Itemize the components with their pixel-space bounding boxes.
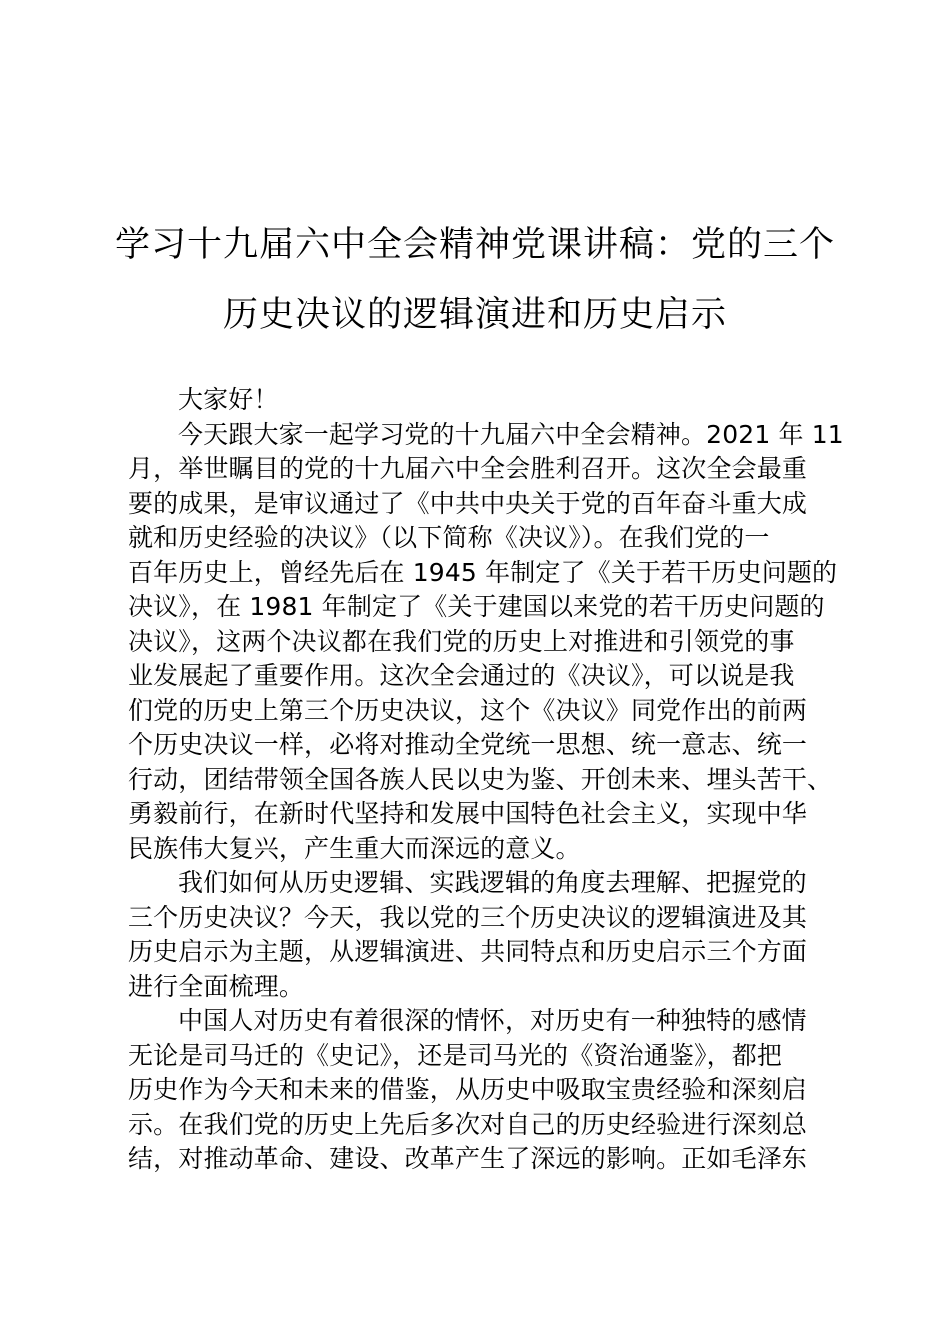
text-line: 月，举世瞩目的党的十九届六中全会胜利召开。这次全会最重 (128, 454, 808, 483)
text-line: 百年历史上，曾经先后在 1945 年制定了《关于若干历史问题的 (128, 557, 838, 587)
text-line: 民族伟大复兴，产生重大而深远的意义。 (128, 833, 581, 863)
text-line: 勇毅前行，在新时代坚持和发展中国特色社会主义，实现中华 (128, 799, 808, 828)
text-line: 个历史决议一样，必将对推动全党统一思想、统一意志、统一 (128, 730, 808, 759)
text-line: 历史启示为主题，从逻辑演进、共同特点和历史启示三个方面 (128, 937, 808, 966)
text-line: 中国人对历史有着很深的情怀，对历史有一种独特的感情 (178, 1006, 807, 1035)
document-title-line-1: 学习十九届六中全会精神党课讲稿：党的三个 (114, 225, 835, 265)
document-body (128, 383, 848, 1177)
text-line: 就和历史经验的决议》（以下简称《决议》）。在我们党的一 (128, 523, 770, 552)
document-title-line-2: 历史决议的逻辑演进和历史启示 (222, 295, 727, 335)
text-line: 大家好！ (178, 385, 279, 414)
text-line: 我们如何从历史逻辑、实践逻辑的角度去理解、把握党的 (178, 868, 807, 897)
text-line: 今天跟大家一起学习党的十九届六中全会精神。2021 年 11 (178, 419, 844, 449)
text-line: 决议》，在 1981 年制定了《关于建国以来党的若干历史问题的 (128, 592, 825, 621)
text-line: 无论是司马迁的《史记》，还是司马光的《资治通鉴》，都把 (128, 1040, 783, 1070)
text-line: 行动，团结带领全国各族人民以史为鉴、开创未来、埋头苦干、 (128, 764, 833, 794)
text-line: 结，对推动革命、建设、改革产生了深远的影响。正如毛泽东 (128, 1144, 808, 1173)
text-line: 决议》，这两个决议都在我们党的历史上对推进和引领党的事 (128, 626, 795, 656)
text-line: 业发展起了重要作用。这次全会通过的《决议》，可以说是我 (128, 661, 795, 690)
text-line: 进行全面梳理。 (128, 971, 305, 1001)
text-line: 们党的历史上第三个历史决议，这个《决议》同党作出的前两 (128, 695, 808, 725)
text-line: 要的成果，是审议通过了《中共中央关于党的百年奋斗重大成 (128, 488, 808, 518)
text-line: 历史作为今天和未来的借鉴，从历史中吸取宝贵经验和深刻启 (128, 1075, 808, 1104)
text-line: 示。在我们党的历史上先后多次对自己的历史经验进行深刻总 (128, 1109, 808, 1139)
text-line: 三个历史决议？今天，我以党的三个历史决议的逻辑演进及其 (128, 902, 808, 932)
